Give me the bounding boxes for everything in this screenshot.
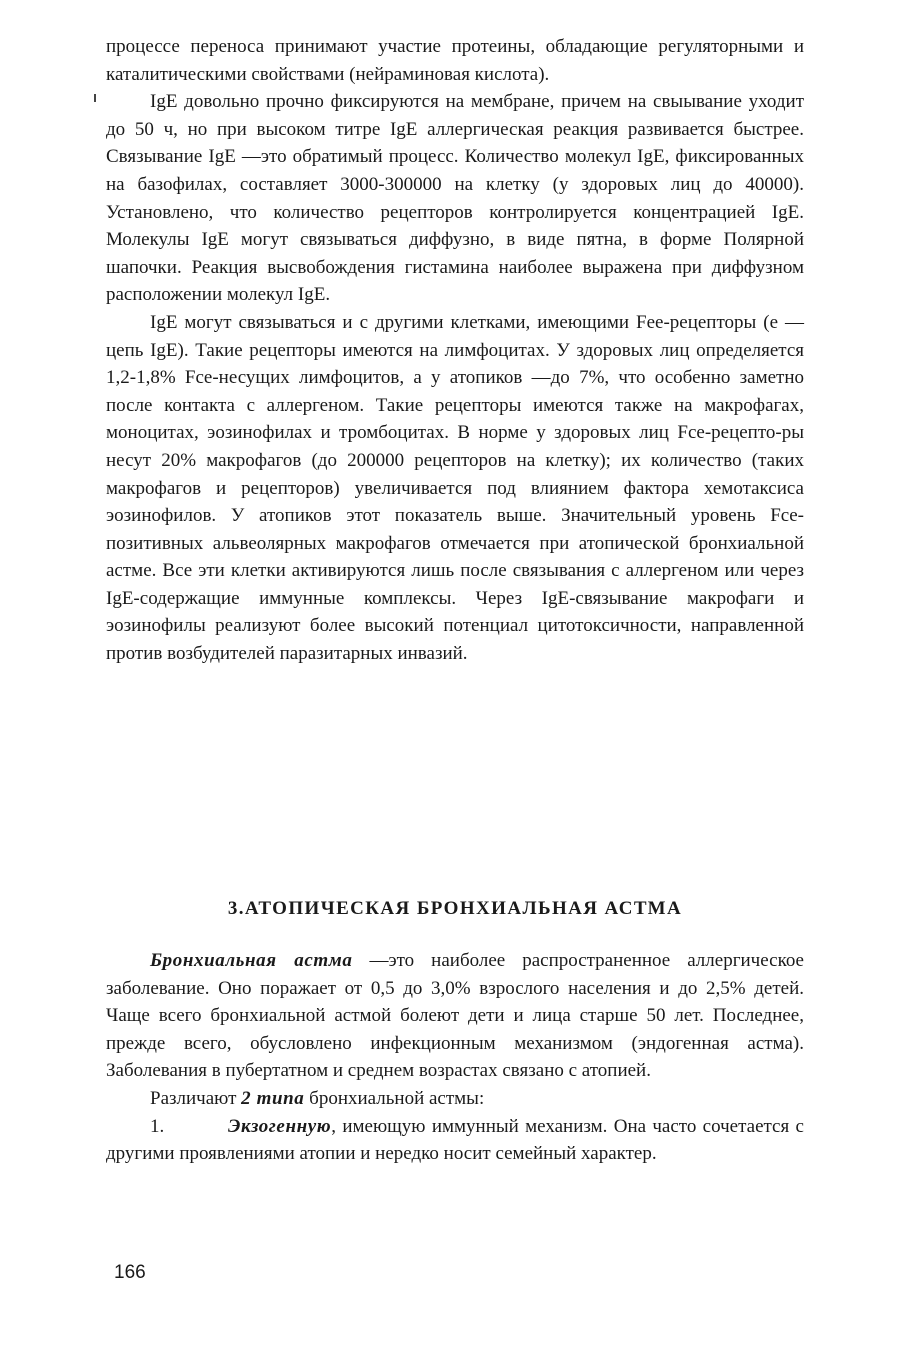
types-suffix: бронхиальной астмы: — [304, 1087, 485, 1109]
term-exogenous: Экзогенную — [228, 1115, 332, 1137]
paragraph-continuation: процессе переноса принимают участие протеины, обладающие регуляторными и каталитическими свойствами (нейраминовая кислота). — [106, 36, 804, 85]
term-bronchial-asthma: Бронхиальная астма — [150, 950, 353, 971]
list-item-exogenous — [106, 1113, 804, 1168]
paragraph-ige-receptors: IgE могут связываться и с другими клетками, имеющими Fee-рецепторы (е —цепь IgE). Такие рецепторы имеются на лимфоцитах. У здоровых лиц определяется 1,2-1,8% Fce-несущих лимфоцитов, а у атопиков —до 7%, что особенно заметно после контакта с аллергеном. Такие рецепторы имеются также на макрофагах, моноцитах, эозинофилах и тромбоцитах. В норме у здоровых лиц Fce-рецепто-ры несут 20% макрофагов (до 200000 рецепторов на клетку); их количество (таких макрофагов и рецепторов) увеличивается под влиянием фактора хемотаксиса эозинофилов. У атопиков этот показатель выше. Значительный уровень Fce-позитивных альвеолярных макрофагов отмечается при атопической бронхиальной астме. Все эти клетки активируются лишь после связывания с аллергеном или через IgE-содержащие иммунные комплексы. Через IgE-связывание макрофаги и эозинофилы реализуют более высокий потенциал цитотоксичности, направленной против возбудителей паразитарных инвазий. — [106, 311, 804, 665]
term-two-types: 2 типа — [241, 1087, 305, 1109]
paragraph-asthma-definition — [106, 947, 804, 1085]
paragraph-types — [106, 1085, 804, 1113]
scan-mark — [94, 94, 96, 102]
paragraph-ige-fixation: IgE довольно прочно фиксируются на мембране, причем на свыывание уходит до 50 ч, но при высоком титре IgE аллергическая реакция развивается быстрее. Связывание IgE —это обратимый процесс. Количество молекул IgE, фиксированных на базофилах, составляет 3000-300000 на клетку (у здоровых лиц до 40000). Установлено, что количество рецепторов контролируется концентрацией IgE. Молекулы IgE могут связываться диффузно, в виде пятна, в форме Полярной шапочки. Реакция высвобождения гистамина наиболее выражена при диффузном расположении молекул IgE. — [106, 91, 804, 306]
list-item-number: 1. — [150, 1115, 165, 1137]
text-block-top — [106, 33, 804, 668]
paragraph-asthma-text: —это наиболее распространенное аллергическое заболевание. Оно поражает от 0,5 до 3,0% взрослого населения и до 2,5% детей. Чаще всего бронхиальной астмой болеют дети и лица старше 50 лет. Последнее, прежде всего, обусловлено инфекционным механизмом (эндогенная астма). Заболевания в пубертатном и среднем возрастах связано с атопией. — [106, 950, 804, 1082]
types-prefix: Различают — [150, 1087, 242, 1109]
page-number: 166 — [114, 1262, 146, 1283]
list-item-text: , имеющую иммунный механизм. Она часто сочетается с другими проявлениями атопии и нередко носит семейный характер. — [106, 1115, 804, 1165]
text-block-bottom — [106, 947, 804, 1168]
section-heading: 3.АТОПИЧЕСКАЯ БРОНХИАЛЬНАЯ АСТМА — [227, 898, 683, 919]
